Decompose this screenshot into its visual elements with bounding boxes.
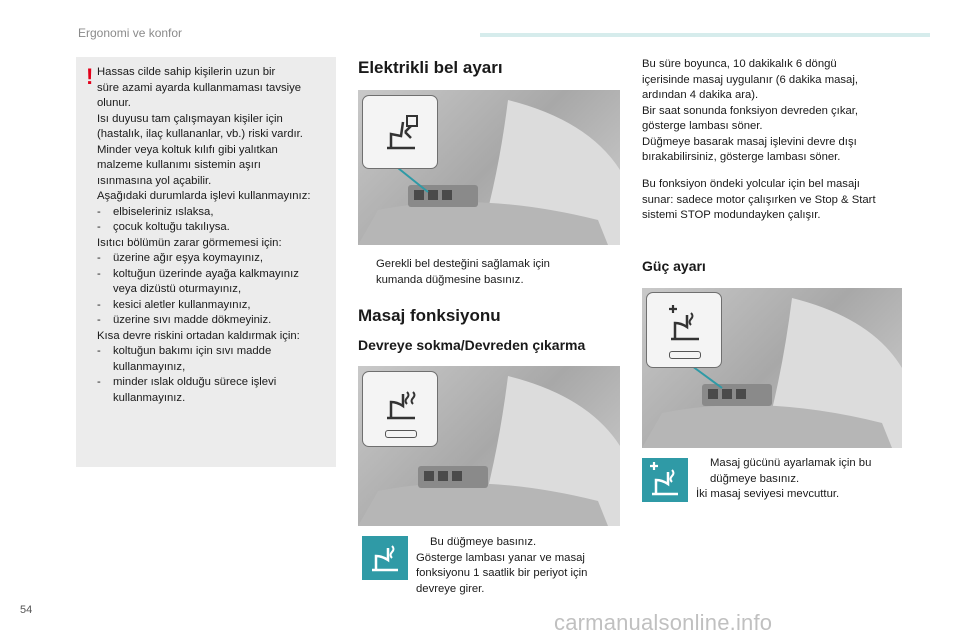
warning-line: (hastalık, ilaç kullananlar, vb.) riski vardır.	[97, 128, 303, 140]
power-title: Güç ayarı	[642, 258, 706, 274]
indicator-lamp	[385, 430, 417, 438]
massage-subtitle: Devreye sokma/Devreden çıkarma	[358, 337, 586, 353]
warning-line: - üzerine ağır eşya koymayınız,	[97, 251, 337, 267]
indicator-lamp	[669, 351, 701, 359]
warning-line: süre azami ayarda kullanmaması tavsiye	[97, 81, 302, 94]
list-dash: -	[97, 221, 101, 233]
warning-line: - elbiseleriniz ıslaksa,	[97, 205, 337, 221]
power-button-icon	[642, 458, 688, 502]
list-dash: -	[97, 376, 101, 388]
warning-line: ısınmasına yol açabilir.	[97, 174, 212, 187]
warning-line: Isı duyusu tam çalışmayan kişiler için	[97, 112, 283, 125]
warning-text	[97, 65, 337, 406]
massage-button-inset	[362, 371, 438, 447]
warning-line: - üzerine sıvı madde dökmeyiniz.	[97, 313, 337, 329]
warning-icon: !	[86, 64, 94, 89]
massage-instruction: Bu düğmeye basınız. Gösterge lambası yanar ve masaj fonksiyonu 1 saatlik bir periyot için devreye girer.	[416, 536, 588, 595]
lumbar-button-inset	[362, 95, 438, 169]
warning-line: - çocuk koltuğu takılıysa.	[97, 220, 337, 236]
page-number: 54	[20, 604, 33, 616]
power-button-inset	[646, 292, 722, 368]
warning-line: Kısa devre riskini ortadan kaldırmak için:	[97, 329, 300, 342]
warning-line: Minder veya koltuk kılıfı gibi yalıtkan	[97, 143, 278, 156]
massage-condition-text: Bu fonksiyon öndeki yolcular için bel masajı sunar: sadece motor çalışırken ve Stop & Start sistemi STOP modundayken çalışır.	[642, 178, 876, 221]
warning-line: kullanmayınız.	[113, 391, 186, 404]
lumbar-seat-photo	[358, 90, 620, 245]
list-dash: -	[97, 252, 101, 264]
massage-seat-photo	[358, 366, 620, 526]
list-dash: -	[97, 345, 101, 357]
lumbar-seat-icon	[381, 112, 421, 152]
warning-line: malzeme kullanımı sistemin aşırı	[97, 159, 261, 171]
massage-seat-icon	[362, 536, 408, 580]
list-dash: -	[97, 267, 101, 280]
massage-plus-icon	[642, 458, 688, 502]
warning-line: - koltuğun üzerinde ayağa kalkmayınız	[97, 267, 337, 283]
massage-plus-icon	[665, 303, 705, 345]
warning-line: Isıtıcı bölümün zarar görmemesi için:	[97, 236, 282, 249]
list-dash: -	[97, 205, 101, 218]
section-title: Ergonomi ve konfor	[78, 26, 183, 40]
massage-seat-icon	[381, 384, 421, 424]
warning-line: olunur.	[97, 97, 131, 109]
lumbar-instruction: Gerekli bel desteğini sağlamak için kumanda düğmesine basınız.	[376, 258, 550, 286]
warning-line: veya dizüstü oturmayınız,	[113, 283, 242, 295]
watermark: carmanualsonline.info	[554, 610, 773, 635]
lumbar-title: Elektrikli bel ayarı	[358, 58, 503, 77]
power-instruction: Masaj gücünü ayarlamak için bu düğmeye basınız. İki masaj seviyesi mevcuttur.	[696, 457, 872, 500]
massage-title: Masaj fonksiyonu	[358, 306, 501, 325]
header-bar	[480, 33, 930, 37]
warning-line: - kesici aletler kullanmayınız,	[97, 298, 337, 314]
list-dash: -	[97, 298, 101, 311]
warning-line: Hassas cilde sahip kişilerin uzun bir	[97, 66, 276, 78]
warning-line: kullanmayınız,	[113, 360, 186, 373]
warning-line: Aşağıdaki durumlarda işlevi kullanmayınız:	[97, 190, 311, 202]
power-seat-photo	[642, 288, 902, 448]
massage-cycle-text: Bu süre boyunca, 10 dakikalık 6 döngü içerisinde masaj uygulanır (6 dakika masaj, ardından 4 dakika ara). Bir saat sonunda fonksiyon devreden çıkar, gösterge lambası söner. Düğmeye basarak masaj işlevini devre dışı bırakabilirsiniz, gösterge lambası söner.	[642, 58, 859, 163]
warning-line: - koltuğun bakımı için sıvı madde	[97, 344, 337, 360]
list-dash: -	[97, 314, 101, 326]
massage-button-icon	[362, 536, 408, 580]
warning-line: - minder ıslak olduğu sürece işlevi	[97, 375, 337, 391]
